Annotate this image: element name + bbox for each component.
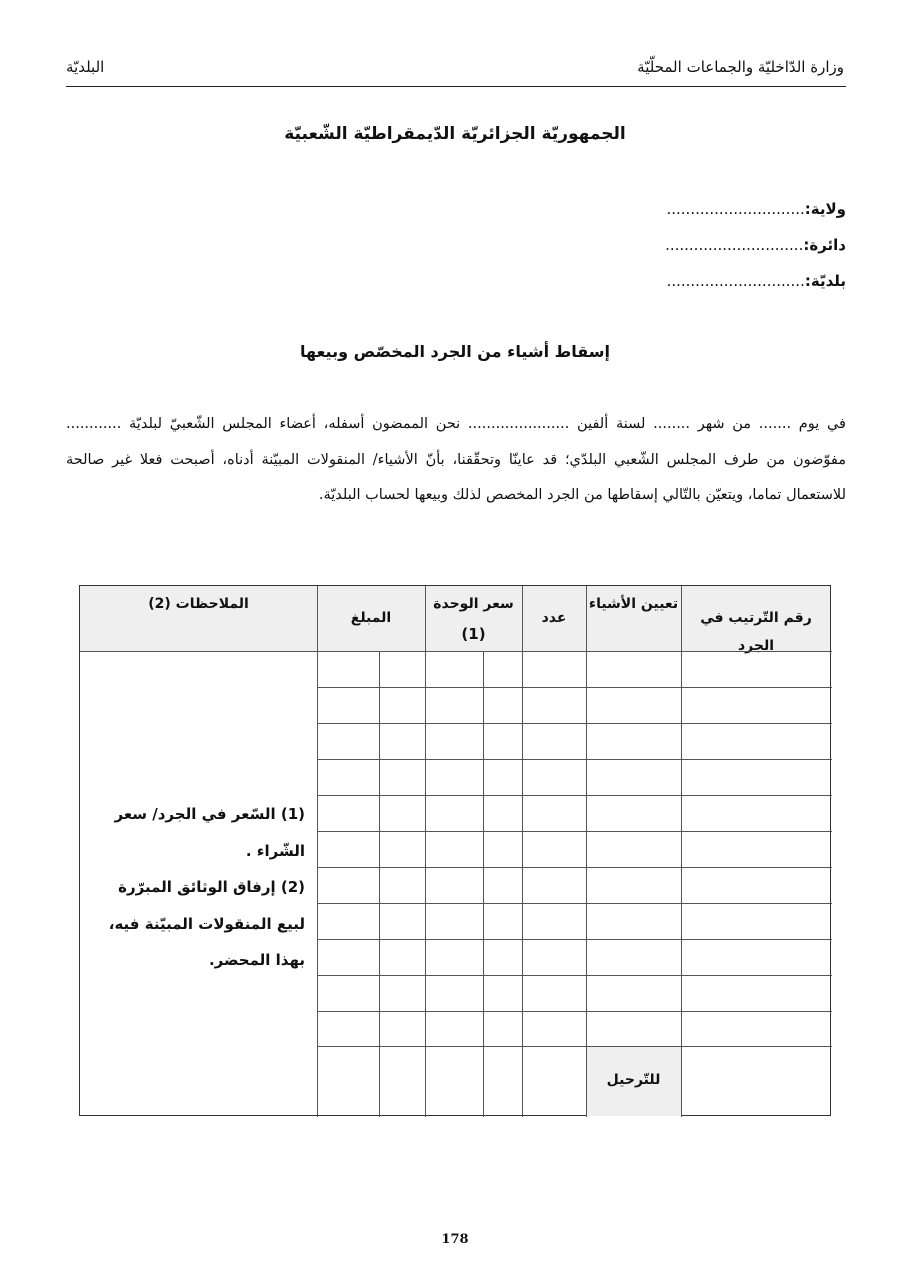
wilaya-dots: ............................. xyxy=(666,200,805,218)
carry-forward-label: للتّرحيل xyxy=(606,1072,661,1088)
header-rank: رقم التّرتيب في الجرد xyxy=(700,610,812,654)
row-divider xyxy=(317,795,832,796)
subcolumn-divider xyxy=(379,651,380,1117)
row-divider xyxy=(317,939,832,940)
column-divider xyxy=(586,586,587,1117)
wilaya-label: ولاية: xyxy=(804,200,846,218)
note-2: (2) إرفاق الوثائق المبرّرة لبيع المنقولات المبيّنة فيه، بهذا المحضر. xyxy=(108,878,305,969)
header-count: عدد xyxy=(541,610,567,626)
document-title: إسقاط أشياء من الجرد المخصّص وبيعها xyxy=(299,342,611,361)
subcolumn-divider xyxy=(483,651,484,1117)
row-divider xyxy=(317,1046,832,1047)
page-number: 178 xyxy=(441,1232,469,1247)
row-divider xyxy=(317,759,832,760)
header-unit-price-note: (1) xyxy=(461,625,486,643)
header-amount: المبلغ xyxy=(350,610,392,626)
header-divider xyxy=(66,86,846,87)
column-divider xyxy=(522,586,523,1117)
column-divider xyxy=(425,586,426,1117)
row-divider xyxy=(317,975,832,976)
header-designation: تعيين الأشياء xyxy=(588,596,679,612)
header-unit-price: سعر الوحدة xyxy=(433,596,514,612)
body-paragraph xyxy=(66,407,846,514)
header-ministry: وزارة الدّاخليّة والجماعات المحلّيّة xyxy=(637,58,844,76)
header-row-divider xyxy=(80,651,832,652)
row-divider xyxy=(317,867,832,868)
republic-title: الجمهوريّة الجزائريّة الدّيمقراطيّة الشّعبيّة xyxy=(284,124,626,144)
daira-field xyxy=(665,236,846,254)
row-divider xyxy=(317,687,832,688)
row-divider xyxy=(317,903,832,904)
remarks-notes xyxy=(100,796,305,979)
baladiya-label: بلديّة: xyxy=(804,272,846,290)
row-divider xyxy=(317,1011,832,1012)
wilaya-field xyxy=(666,200,846,218)
note-1: (1) السّعر في الجرد/ سعر الشّراء . xyxy=(114,805,305,860)
daira-label: دائرة: xyxy=(803,236,846,254)
column-divider xyxy=(681,586,682,1117)
baladiya-dots: ............................. xyxy=(666,272,805,290)
header-remarks: الملاحظات (2) xyxy=(148,596,249,612)
inventory-table xyxy=(79,585,831,1116)
row-divider xyxy=(317,831,832,832)
body-text: في يوم ....... من شهر ........ لسنة ألفين ...................... نحن الممضون أسفله، أعضاء المجلس الشّعبيّ لبلديّة ............ مفوّضون من طرف المجلس الشّعبي البلدّي؛ قد عاينّا وتحقّقنا، بأنّ الأشياء/ المنقولات المبيّنة أدناه، أصبحت فعلا غير صالحة للاستعمال تماما، ويتعيّن بالتّالي إسقاطها من الجرد المخصص لذلك وبيعها لحساب البلديّة. xyxy=(66,416,846,503)
column-divider xyxy=(317,586,318,1117)
baladiya-field xyxy=(667,272,846,290)
header-section: البلديّة xyxy=(66,58,105,76)
daira-dots: ............................. xyxy=(665,236,804,254)
row-divider xyxy=(317,723,832,724)
